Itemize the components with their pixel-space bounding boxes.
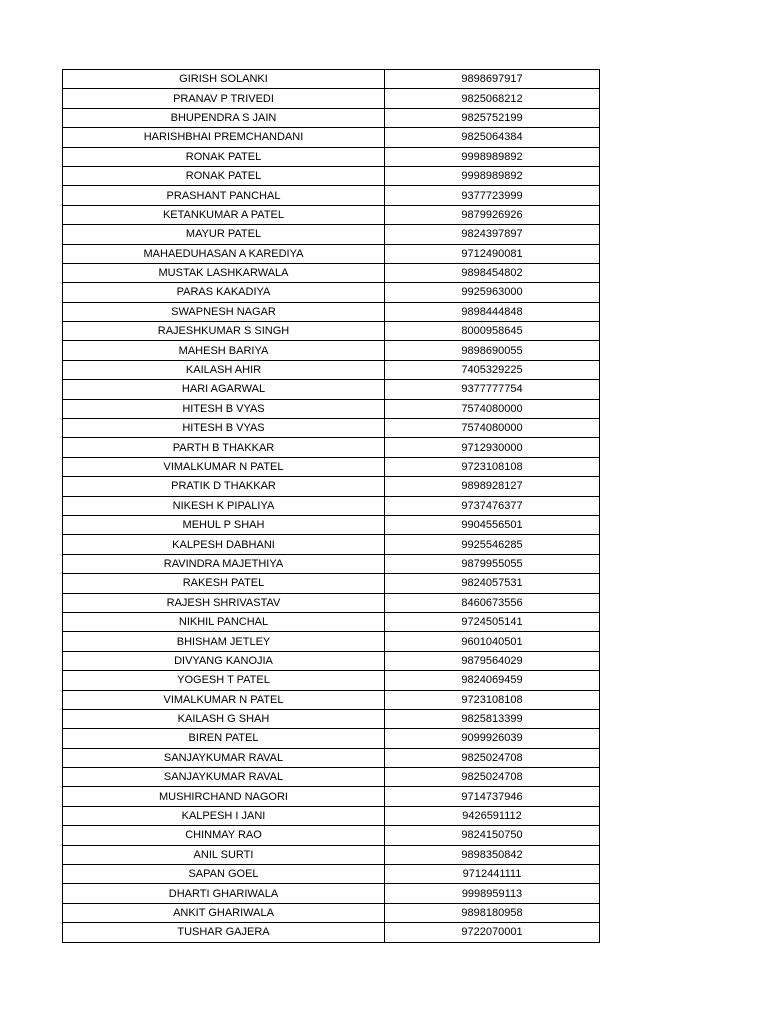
name-cell: BHISHAM JETLEY — [63, 632, 385, 651]
phone-cell: 9879955055 — [385, 554, 600, 573]
phone-cell: 9712441111 — [385, 865, 600, 884]
phone-cell: 9723108108 — [385, 457, 600, 476]
contact-table-body — [63, 70, 600, 943]
table-row — [63, 632, 600, 651]
table-row — [63, 244, 600, 263]
phone-cell: 9898690055 — [385, 341, 600, 360]
name-cell: PRATIK D THAKKAR — [63, 477, 385, 496]
table-row — [63, 128, 600, 147]
name-cell: RAJESH SHRIVASTAV — [63, 593, 385, 612]
name-cell: KALPESH DABHANI — [63, 535, 385, 554]
table-row — [63, 709, 600, 728]
table-row — [63, 593, 600, 612]
name-cell: PRASHANT PANCHAL — [63, 186, 385, 205]
table-row — [63, 787, 600, 806]
table-row — [63, 70, 600, 89]
name-cell: BIREN PATEL — [63, 729, 385, 748]
phone-cell: 7405329225 — [385, 360, 600, 379]
phone-cell: 9824057531 — [385, 574, 600, 593]
table-row — [63, 884, 600, 903]
name-cell: KALPESH I JANI — [63, 806, 385, 825]
table-row — [63, 748, 600, 767]
table-row — [63, 671, 600, 690]
phone-cell: 9723108108 — [385, 690, 600, 709]
name-cell: RAJESHKUMAR S SINGH — [63, 322, 385, 341]
contact-table-container — [62, 69, 599, 943]
table-row — [63, 205, 600, 224]
table-row — [63, 186, 600, 205]
name-cell: SAPAN GOEL — [63, 865, 385, 884]
phone-cell: 9377777754 — [385, 380, 600, 399]
phone-cell: 9426591112 — [385, 806, 600, 825]
table-row — [63, 768, 600, 787]
phone-cell: 9825068212 — [385, 89, 600, 108]
name-cell: KAILASH AHIR — [63, 360, 385, 379]
table-row — [63, 166, 600, 185]
table-row — [63, 147, 600, 166]
phone-cell: 9825813399 — [385, 709, 600, 728]
name-cell: NIKESH K PIPALIYA — [63, 496, 385, 515]
phone-cell: 9998989892 — [385, 166, 600, 185]
phone-cell: 9898180958 — [385, 903, 600, 922]
table-row — [63, 89, 600, 108]
phone-cell: 9825024708 — [385, 748, 600, 767]
table-row — [63, 923, 600, 942]
name-cell: PARAS KAKADIYA — [63, 283, 385, 302]
phone-cell: 7574080000 — [385, 399, 600, 418]
name-cell: VIMALKUMAR N PATEL — [63, 690, 385, 709]
table-row — [63, 690, 600, 709]
name-cell: PARTH B THAKKAR — [63, 438, 385, 457]
name-cell: CHINMAY RAO — [63, 826, 385, 845]
name-cell: RAVINDRA MAJETHIYA — [63, 554, 385, 573]
phone-cell: 9824069459 — [385, 671, 600, 690]
name-cell: SWAPNESH NAGAR — [63, 302, 385, 321]
name-cell: SANJAYKUMAR RAVAL — [63, 768, 385, 787]
name-cell: MEHUL P SHAH — [63, 515, 385, 534]
phone-cell: 9737476377 — [385, 496, 600, 515]
phone-cell: 9879926926 — [385, 205, 600, 224]
name-cell: HITESH B VYAS — [63, 419, 385, 438]
name-cell: HARISHBHAI PREMCHANDANI — [63, 128, 385, 147]
table-row — [63, 612, 600, 631]
phone-cell: 7574080000 — [385, 419, 600, 438]
phone-cell: 9825064384 — [385, 128, 600, 147]
name-cell: KAILASH G SHAH — [63, 709, 385, 728]
table-row — [63, 283, 600, 302]
phone-cell: 9898350842 — [385, 845, 600, 864]
table-row — [63, 399, 600, 418]
name-cell: VIMALKUMAR N PATEL — [63, 457, 385, 476]
name-cell: PRANAV P TRIVEDI — [63, 89, 385, 108]
phone-cell: 9377723999 — [385, 186, 600, 205]
table-row — [63, 826, 600, 845]
table-row — [63, 263, 600, 282]
contact-table — [62, 69, 600, 943]
phone-cell: 9824397897 — [385, 225, 600, 244]
phone-cell: 9879564029 — [385, 651, 600, 670]
phone-cell: 9898928127 — [385, 477, 600, 496]
name-cell: DHARTI GHARIWALA — [63, 884, 385, 903]
name-cell: RONAK PATEL — [63, 166, 385, 185]
phone-cell: 9998959113 — [385, 884, 600, 903]
table-row — [63, 651, 600, 670]
phone-cell: 8000958645 — [385, 322, 600, 341]
name-cell: BHUPENDRA S JAIN — [63, 108, 385, 127]
name-cell: SANJAYKUMAR RAVAL — [63, 748, 385, 767]
table-row — [63, 380, 600, 399]
phone-cell: 9898444848 — [385, 302, 600, 321]
name-cell: KETANKUMAR A PATEL — [63, 205, 385, 224]
table-row — [63, 419, 600, 438]
name-cell: YOGESH T PATEL — [63, 671, 385, 690]
phone-cell: 9722070001 — [385, 923, 600, 942]
name-cell: ANIL SURTI — [63, 845, 385, 864]
phone-cell: 9925546285 — [385, 535, 600, 554]
name-cell: NIKHIL PANCHAL — [63, 612, 385, 631]
table-row — [63, 341, 600, 360]
phone-cell: 9925963000 — [385, 283, 600, 302]
name-cell: MUSTAK LASHKARWALA — [63, 263, 385, 282]
phone-cell: 9824150750 — [385, 826, 600, 845]
phone-cell: 9712930000 — [385, 438, 600, 457]
name-cell: RAKESH PATEL — [63, 574, 385, 593]
table-row — [63, 515, 600, 534]
table-row — [63, 457, 600, 476]
table-row — [63, 108, 600, 127]
table-row — [63, 903, 600, 922]
phone-cell: 9825024708 — [385, 768, 600, 787]
table-row — [63, 806, 600, 825]
name-cell: DIVYANG KANOJIA — [63, 651, 385, 670]
name-cell: HITESH B VYAS — [63, 399, 385, 418]
phone-cell: 9724505141 — [385, 612, 600, 631]
table-row — [63, 360, 600, 379]
phone-cell: 9904556501 — [385, 515, 600, 534]
table-row — [63, 865, 600, 884]
name-cell: MAHAEDUHASAN A KAREDIYA — [63, 244, 385, 263]
name-cell: TUSHAR GAJERA — [63, 923, 385, 942]
name-cell: MUSHIRCHAND NAGORI — [63, 787, 385, 806]
table-row — [63, 322, 600, 341]
phone-cell: 9898697917 — [385, 70, 600, 89]
name-cell: HARI AGARWAL — [63, 380, 385, 399]
phone-cell: 9998989892 — [385, 147, 600, 166]
table-row — [63, 729, 600, 748]
table-row — [63, 845, 600, 864]
phone-cell: 9099926039 — [385, 729, 600, 748]
name-cell: RONAK PATEL — [63, 147, 385, 166]
name-cell: ANKIT GHARIWALA — [63, 903, 385, 922]
phone-cell: 9825752199 — [385, 108, 600, 127]
phone-cell: 9714737946 — [385, 787, 600, 806]
table-row — [63, 438, 600, 457]
table-row — [63, 574, 600, 593]
name-cell: MAHESH BARIYA — [63, 341, 385, 360]
table-row — [63, 496, 600, 515]
phone-cell: 9898454802 — [385, 263, 600, 282]
table-row — [63, 477, 600, 496]
table-row — [63, 302, 600, 321]
table-row — [63, 554, 600, 573]
name-cell: MAYUR PATEL — [63, 225, 385, 244]
phone-cell: 9601040501 — [385, 632, 600, 651]
table-row — [63, 535, 600, 554]
name-cell: GIRISH SOLANKI — [63, 70, 385, 89]
table-row — [63, 225, 600, 244]
phone-cell: 8460673556 — [385, 593, 600, 612]
phone-cell: 9712490081 — [385, 244, 600, 263]
